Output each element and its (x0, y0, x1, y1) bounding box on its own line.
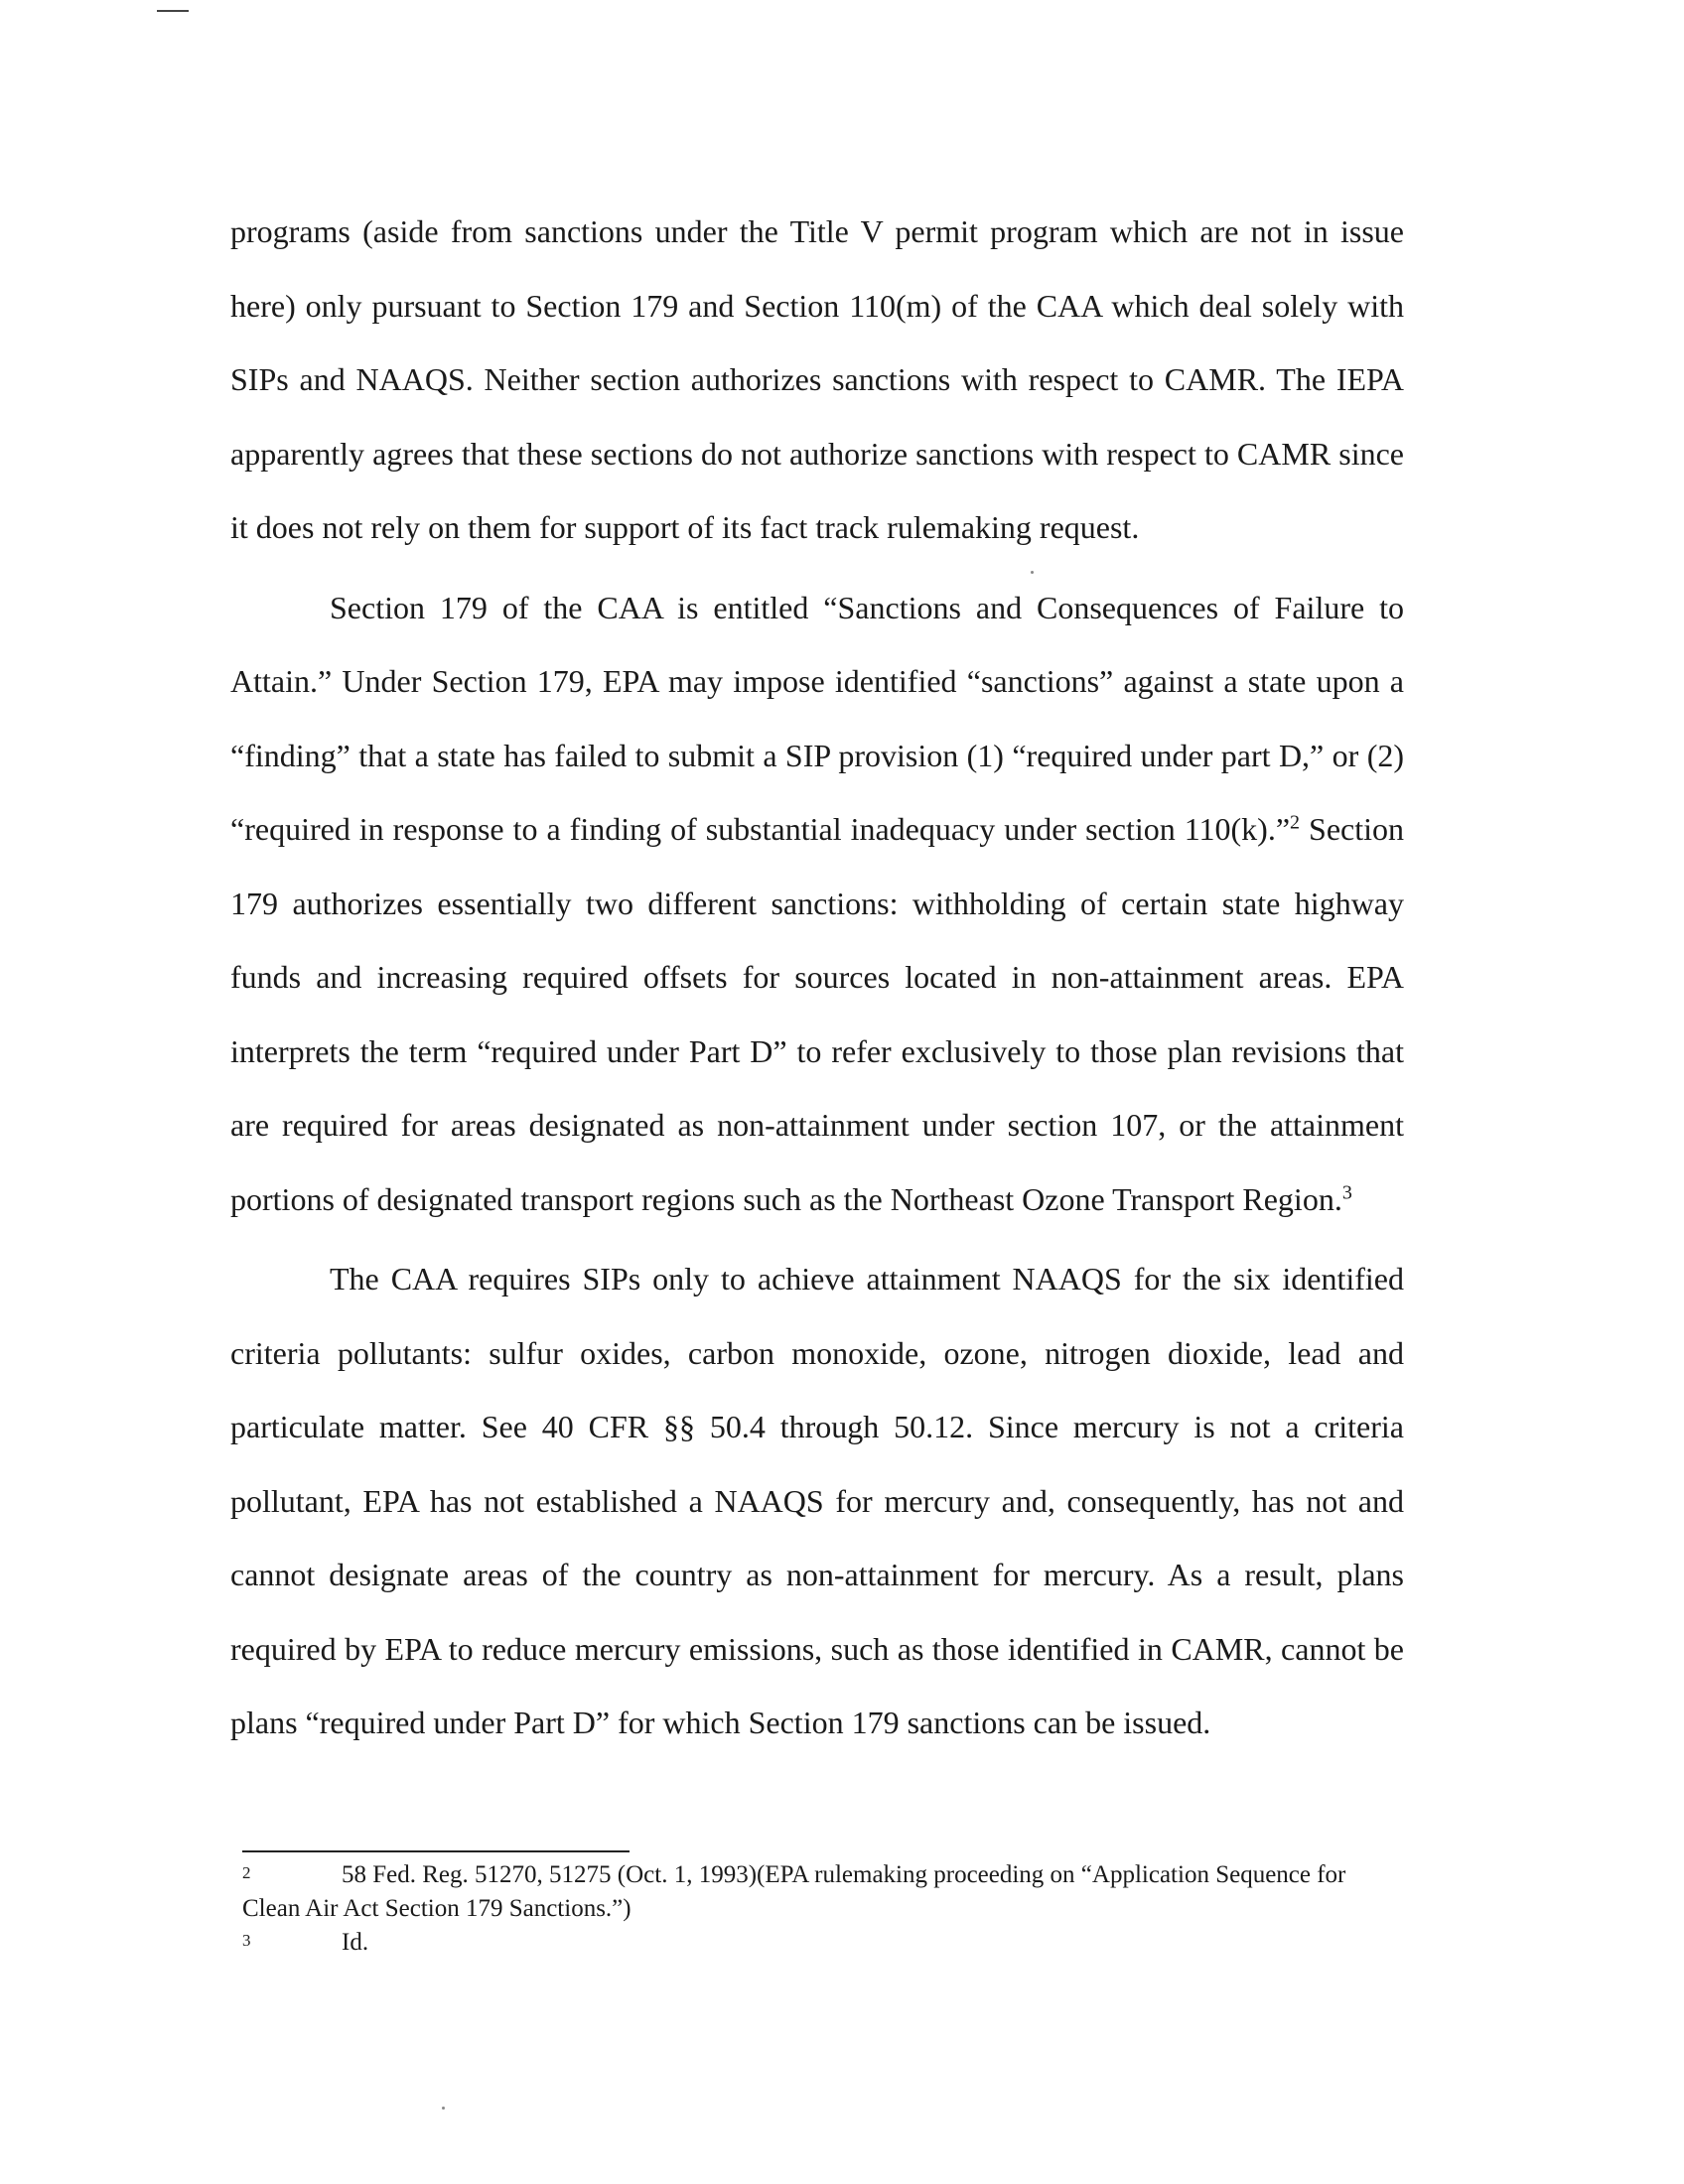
scan-speck (1031, 571, 1034, 574)
footnote-separator (242, 1850, 630, 1852)
footnote (242, 1926, 1406, 1960)
body-text (230, 195, 1404, 1760)
footnote-reference: 2 (1290, 811, 1301, 834)
paragraph-text: programs (aside from sanctions under the Title V permit program which are not in issue here) only pursuant to Section 179 and Section 110(m) of the CAA which deal solely with SIPs and NAAQS. Neither section authorizes sanctions with respect to CAMR. The IEPA apparently agrees that these sections do not authorize sanctions with respect to CAMR since it does not rely on them for support of its fact track rulemaking request. (230, 213, 1404, 545)
footnotes (242, 1858, 1406, 1960)
paragraph-text: Section 179 of the CAA is entitled “Sanctions and Consequences of Failure to Attain.” Under Section 179, EPA may impose identified “sanctions” against a state upon a “finding” that a state has failed to submit a SIP provision (1) “required under part D,” or (2) “required in response to a finding of substantial inadequacy under section 110(k).” (230, 589, 1404, 847)
footnote-reference: 3 (1341, 1180, 1352, 1203)
paragraph (230, 195, 1404, 565)
paragraph-text: The CAA requires SIPs only to achieve attainment NAAQS for the six identified criteria pollutants: sulfur oxides, carbon monoxide, ozone, nitrogen dioxide, lead and particulate matter. See 40 CFR §§ 50.4 through 50.12. Since mercury is not a criteria pollutant, EPA has not established a NAAQS for mercury and, consequently, has not and cannot designate areas of the country as non-attainment for mercury. As a result, plans required by EPA to reduce mercury emissions, such as those identified in CAMR, cannot be plans “required under Part D” for which Section 179 sanctions can be issued. (230, 1261, 1404, 1740)
footnote (242, 1858, 1406, 1926)
paragraph (230, 571, 1404, 1237)
paragraph (230, 1242, 1404, 1760)
corner-mark (157, 10, 189, 12)
footnote-number: 3 (242, 1931, 251, 1950)
scan-speck (442, 2107, 445, 2110)
footnote-text: Id. (342, 1929, 369, 1956)
paragraph-text: Section 179 authorizes essentially two different sanctions: withholding of certain state highway funds and increasing required offsets for sources located in non-attainment areas. EPA interprets the term “required under Part D” to refer exclusively to those plan revisions that are required for areas designated as non-attainment under section 107, or the attainment portions of designated transport regions such as the Northeast Ozone Transport Region. (230, 811, 1405, 1217)
footnote-number: 2 (242, 1863, 251, 1882)
footnote-text: 58 Fed. Reg. 51270, 51275 (Oct. 1, 1993)(EPA rulemaking proceeding on “Application Sequence for Clean Air Act Section 179 Sanctions.”) (242, 1861, 1346, 1922)
